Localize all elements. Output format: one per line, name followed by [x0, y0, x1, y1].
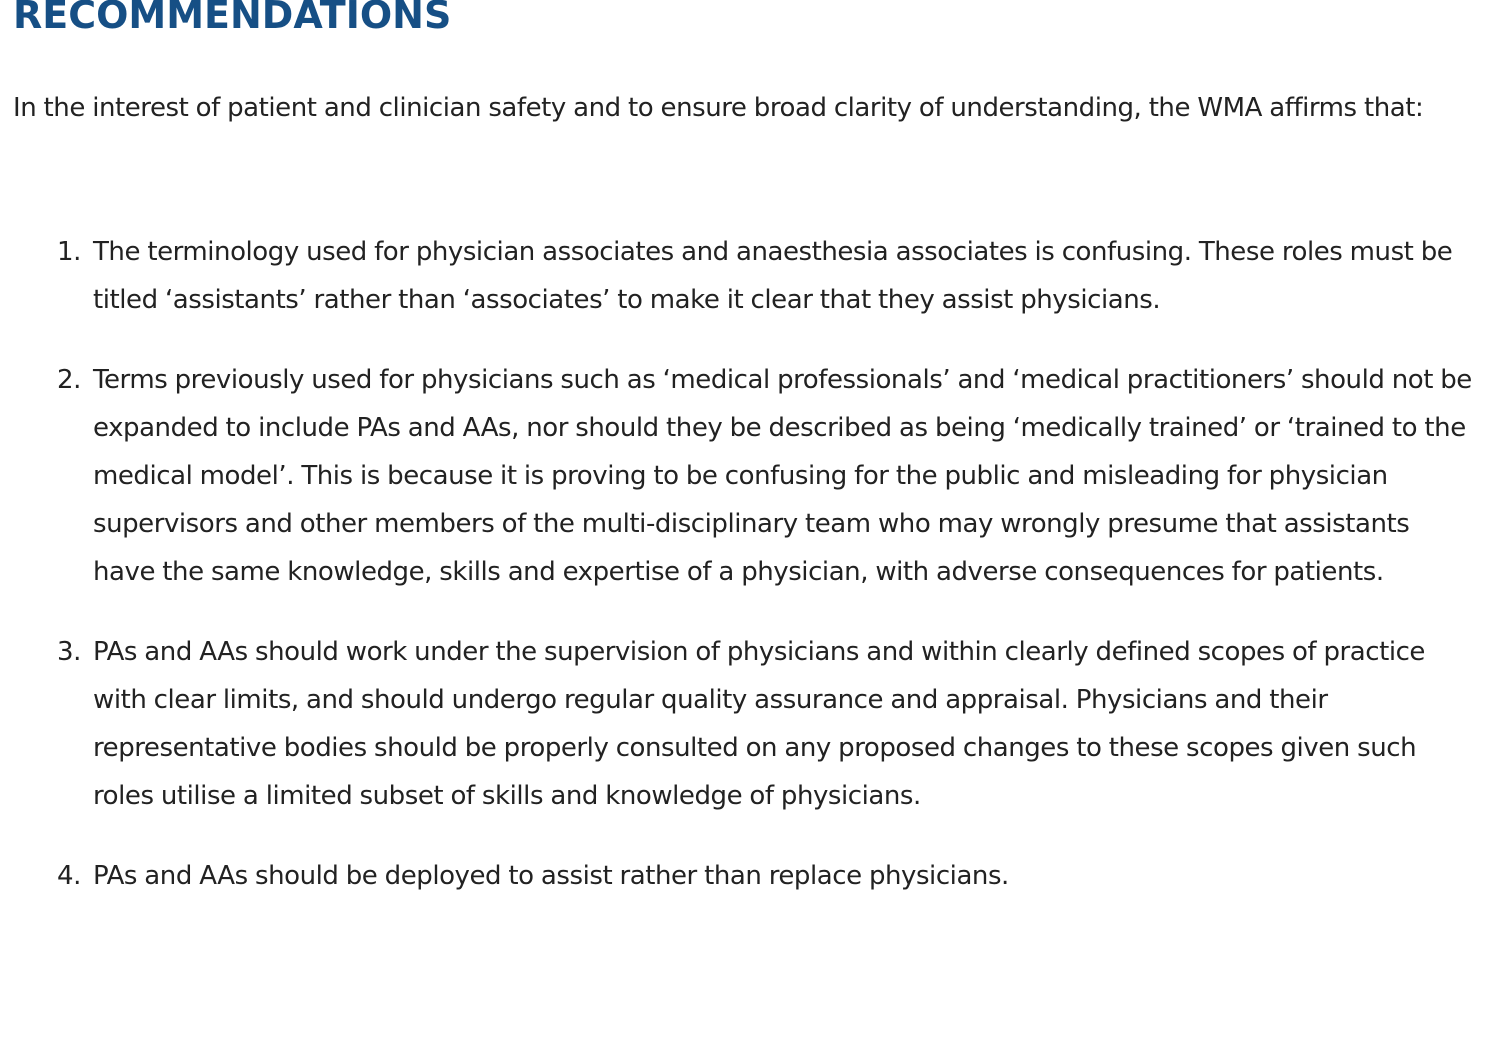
recommendation-number: 4. — [57, 861, 81, 891]
recommendation-item — [0, 628, 1475, 820]
recommendation-number: 2. — [57, 365, 81, 395]
recommendations-list — [0, 228, 1488, 932]
intro-paragraph: In the interest of patient and clinician safety and to ensure broad clarity of understanding, the WMA affirms that: — [13, 93, 1424, 123]
recommendation-text: The terminology used for physician associates and anaesthesia associates is confusing. These roles must be titled ‘assistants’ rather than ‘associates’ to make it clear that they assist physicians. — [93, 237, 1453, 315]
recommendation-number: 1. — [57, 237, 81, 267]
recommendation-item — [0, 356, 1475, 596]
recommendation-number: 3. — [57, 637, 81, 667]
recommendation-item — [0, 852, 1475, 900]
recommendation-text: PAs and AAs should work under the supervision of physicians and within clearly defined scopes of practice with clear limits, and should undergo regular quality assurance and appraisal. Physicians and their representative bodies should be properly consulted on any proposed changes to these scopes given such roles utilise a limited subset of skills and knowledge of physicians. — [93, 637, 1425, 811]
recommendation-text: Terms previously used for physicians such as ‘medical professionals’ and ‘medical practitioners’ should not be expanded to include PAs and AAs, nor should they be described as being ‘medically trained’ or ‘trained to the medical model’. This is because it is proving to be confusing for the public and misleading for physician supervisors and other members of the multi-disciplinary team who may wrongly presume that assistants have the same knowledge, skills and expertise of a physician, with adverse consequences for patients. — [93, 365, 1472, 587]
recommendation-item — [0, 228, 1475, 324]
section-heading: RECOMMENDATIONS — [13, 0, 452, 37]
recommendation-text: PAs and AAs should be deployed to assist rather than replace physicians. — [93, 861, 1009, 891]
